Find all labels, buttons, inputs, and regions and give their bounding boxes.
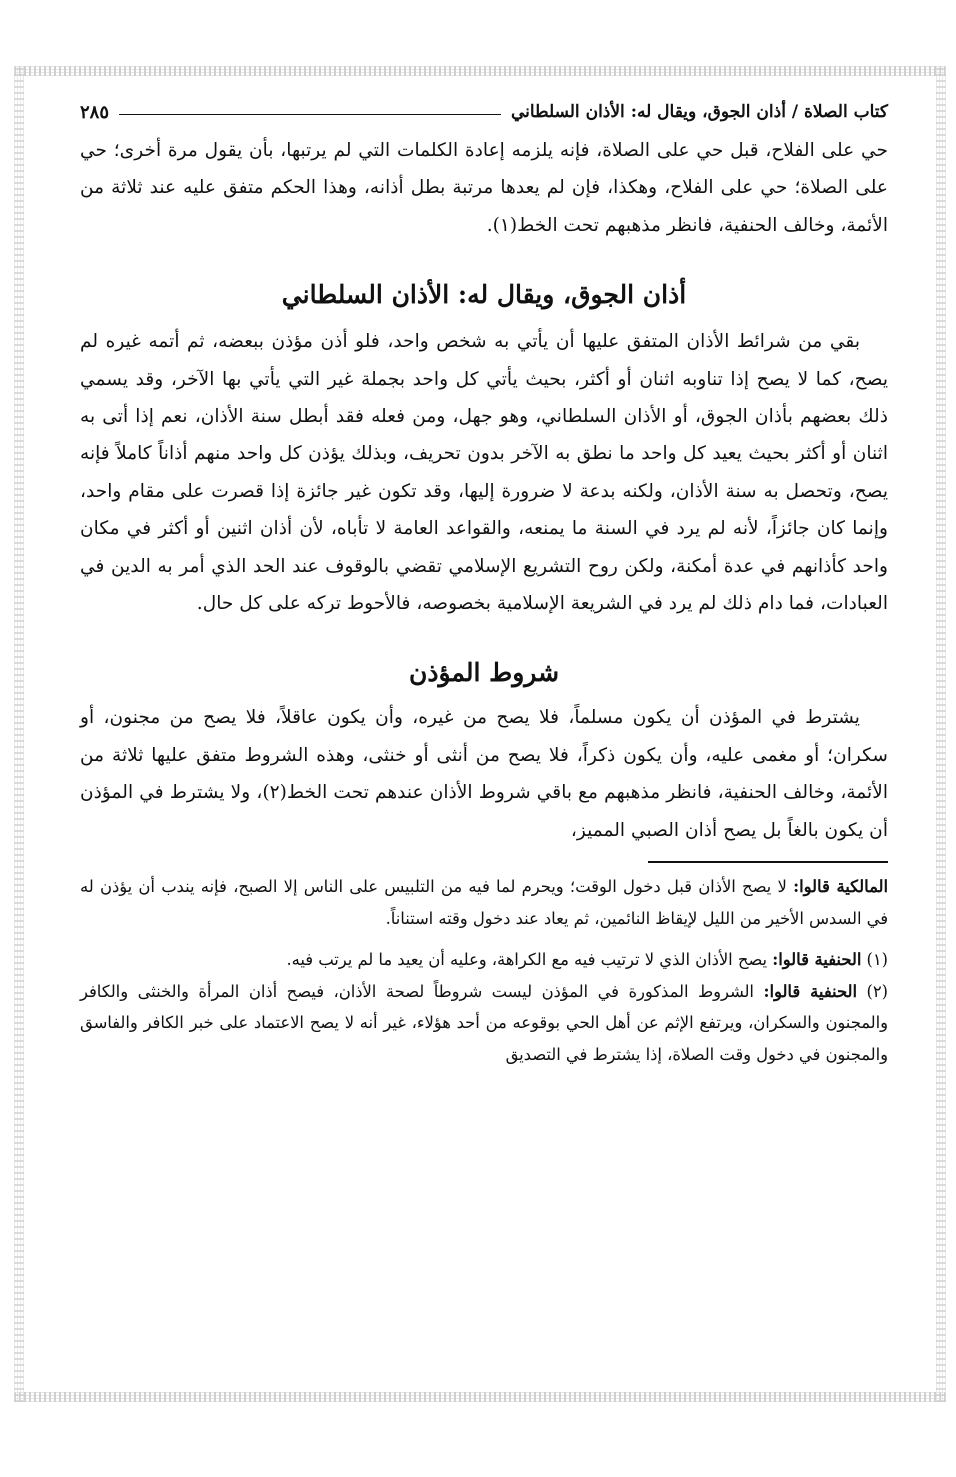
page-bottom-border [14, 1392, 946, 1402]
footnote-1 [80, 944, 888, 976]
running-head: كتاب الصلاة / أذان الجوق، ويقال له: الأذان السلطاني [510, 102, 888, 122]
footnote-separator [648, 861, 888, 863]
footnote-label: الحنفية قالوا: [772, 950, 862, 970]
page-header [80, 92, 888, 132]
page-right-border [936, 66, 946, 1402]
footnote-text: يصح الأذان الذي لا ترتيب فيه مع الكراهة، وعليه أن يعيد ما لم يرتب فيه. [286, 950, 768, 970]
section-paragraph-adhan-jawq: بقي من شرائط الأذان المتفق عليها أن يأتي به شخص واحد، فلو أذن مؤذن ببعضه، ثم أتمه غيره لم يصح، كما لا يصح إذا تناوبه اثنان أو أكثر، بحيث يأتي كل واحد بجملة غير التي يأتي بها الآخر، وقد يسمي ذلك بعضهم بأذان الجوق، أو الأذان السلطاني، وهو جهل، ومن فعله فقد أبطل سنة الأذان، نعم إذا أتى به اثنان أو أكثر بحيث يعيد كل واحد ما نطق به الآخر بدون تحريف، وبذلك يؤذن كل واحد منهم أذاناً كاملاً فإنه يصح، وتحصل به سنة الأذان، ولكنه بدعة لا ضرورة إليها، وقد تكون غير جائزة إذا قصرت على مقام واحد، وإنما كان جائزاً، لأنه لم يرد في السنة ما يمنعه، والقواعد العامة لا تأباه، لأن أذان اثنين أو أكثر في مكان واحد كأذانهم في عدة أمكنة، ولكن روح التشريع الإسلامي تقضي بالوقوف عند الحد الذي أمر به الدين في العبادات، فما دام ذلك لم يرد في الشريعة الإسلامية بخصوصه، فالأحوط تركه على كل حال. [80, 331, 888, 615]
footnote-text: الشروط المذكورة في المؤذن ليست شروطاً لصحة الأذان، فيصح أذان المرأة والخنثى والكافر والمجنون والسكران، ويرتفع الإثم عن أهل الحي بوقوعه من أحد هؤلاء، غير أنه لا يصح الاعتماد على خبر الكافر والفاسق والمجنون في دخول وقت الصلاة، إذا يشترط في التصديق [80, 981, 888, 1064]
footnote-2 [80, 976, 888, 1071]
header-rule [119, 114, 501, 115]
opening-paragraph: حي على الفلاح، قبل حي على الصلاة، فإنه يلزمه إعادة الكلمات التي لم يرتبها، بأن يقول مرة أخرى؛ حي على الصلاة؛ حي على الفلاح، وهكذا، فإن لم يعدها مرتبة بطل أذانه، وهذا الحكم متفق عليه عند ثلاثة من الأئمة، وخالف الحنفية، فانظر مذهبهم تحت الخط(١). [80, 140, 888, 236]
footnote-number: (٢) [866, 981, 888, 1001]
page-left-border [14, 66, 24, 1402]
footnote-number: (١) [866, 950, 888, 970]
footnote-malikiya [80, 871, 888, 934]
footnote-label: الحنفية قالوا: [763, 981, 857, 1001]
section-heading-adhan-jawq: أذان الجوق، ويقال له: الأذان السلطاني [281, 280, 687, 310]
section-paragraph-muadhin-conditions: يشترط في المؤذن أن يكون مسلماً، فلا يصح من غيره، وأن يكون عاقلاً، فلا يصح من مجنون، أو سكران؛ أو مغمى عليه، وأن يكون ذكراً، فلا يصح من أنثى أو خنثى، وهذه الشروط متفق عليها ثلاثة من الأئمة، وخالف الحنفية، فانظر مذهبهم مع باقي شروط الأذان عندهم تحت الخط(٢)، ولا يشترط في المؤذن أن يكون بالغاً بل يصح أذان الصبي المميز، [80, 707, 888, 841]
footnote-text: لا يصح الأذان قبل دخول الوقت؛ ويحرم لما فيه من التلبيس على الناس إلا الصبح، فإنه يندب أن يؤذن له في السدس الأخير من الليل لإيقاظ النائمين، ثم يعاد عند دخول وقته استناناً. [80, 877, 888, 928]
book-page [80, 92, 888, 1070]
section-heading-muadhin-conditions: شروط المؤذن [408, 658, 560, 688]
page-number: ٢٨٥ [80, 101, 110, 123]
page-top-border [14, 66, 946, 76]
footnote-label: المالكية قالوا: [793, 877, 888, 897]
